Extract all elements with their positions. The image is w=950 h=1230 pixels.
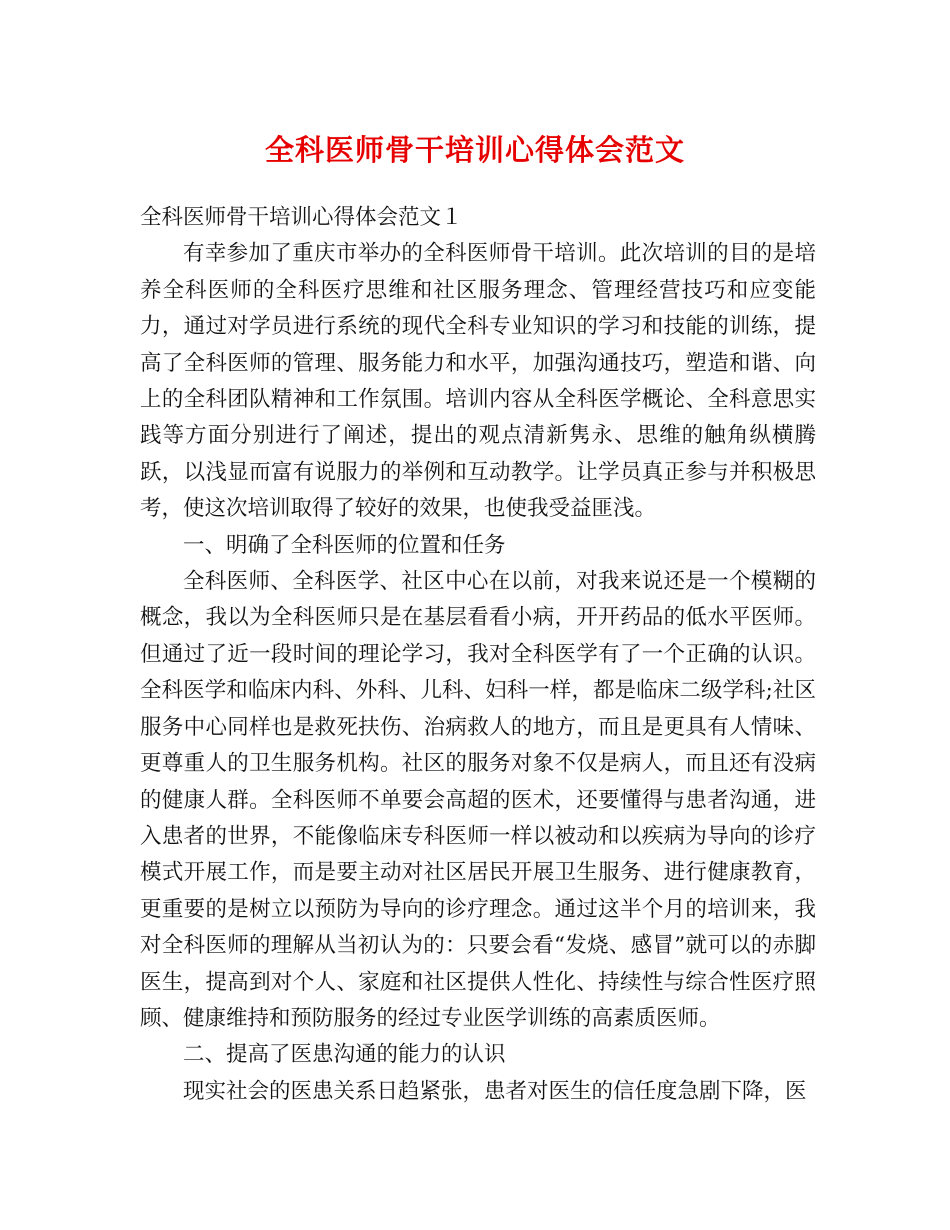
paragraph-intro: 有幸参加了重庆市举办的全科医师骨干培训。此次培训的目的是培养全科医师的全科医疗思维和社区服务理念、管理经营技巧和应变能力，通过对学员进行系统的现代全科专业知识的学习和技能的训练，提高了全科医师的管理、服务能力和水平，加强沟通技巧，塑造和谐、向上的全科团队精神和工作氛围。培训内容从全科医学概论、全科意思实践等方面分别进行了阐述，提出的观点清新隽永、思维的触角纵横腾跃，以浅显而富有说服力的举例和互动教学。让学员真正参与并积极思考，使这次培训取得了较好的效果，也使我受益匪浅。 <box>140 241 816 522</box>
heading-section-1: 一、明确了全科医师的位置和任务 <box>183 532 506 558</box>
section-subtitle: 全科医师骨干培训心得体会范文１ <box>140 205 463 230</box>
heading-section-2: 二、提高了医患沟通的能力的认识 <box>183 1042 506 1068</box>
document-title: 全科医师骨干培训心得体会范文 <box>264 133 685 167</box>
document-body <box>140 200 816 1110</box>
paragraph-section-2: 现实社会的医患关系日趋紧张，患者对医生的信任度急剧下降，医 <box>183 1078 807 1104</box>
paragraph-section-1: 全科医师、全科医学、社区中心在以前，对我来说还是一个模糊的概念，我以为全科医师只是在基层看看小病，开开药品的低水平医师。但通过了近一段时间的理论学习，我对全科医学有了一个正确的认识。全科医学和临床内科、外科、儿科、妇科一样，都是临床二级学科;社区服务中心同样也是救死扶伤、治病救人的地方，而且是更具有人情味、更尊重人的卫生服务机构。社区的服务对象不仅是病人，而且还有没病的健康人群。全科医师不单要会高超的医术，还要懂得与患者沟通，进入患者的世界，不能像临床专科医师一样以被动和以疾病为导向的诊疗模式开展工作，而是要主动对社区居民开展卫生服务、进行健康教育，更重要的是树立以预防为导向的诊疗理念。通过这半个月的培训来，我对全科医师的理解从当初认为的：只要会看“发烧、感冒”就可以的赤脚医生，提高到对个人、家庭和社区提供人性化、持续性与综合性医疗照顾、健康维持和预防服务的经过专业医学训练的高素质医师。 <box>140 569 816 1031</box>
